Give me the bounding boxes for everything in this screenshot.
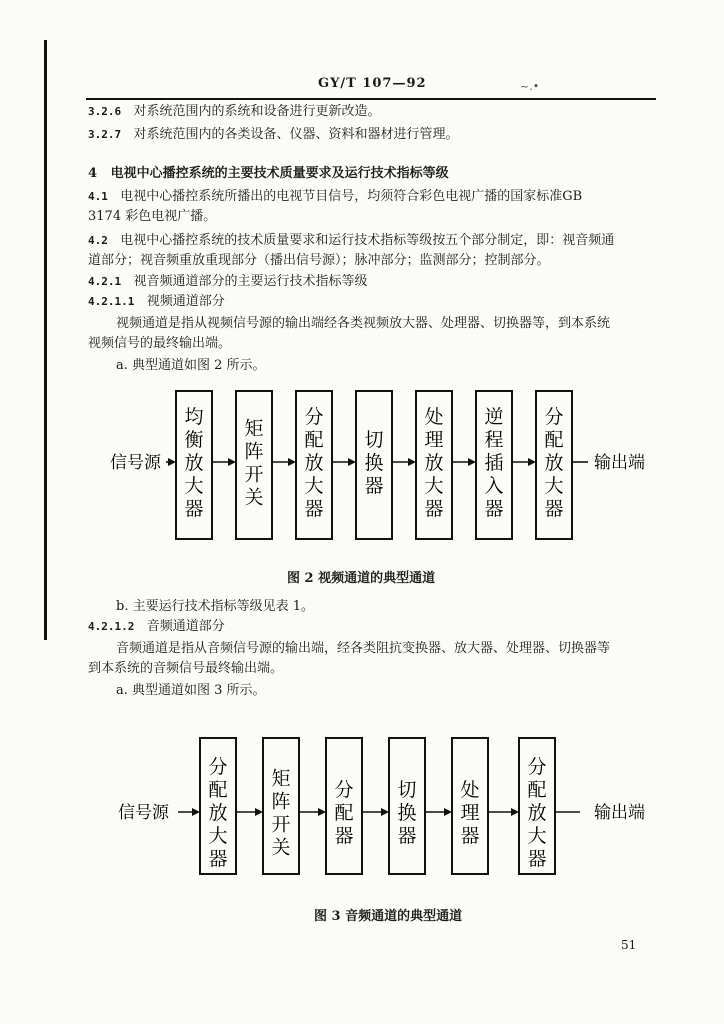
block-char: 分	[334, 779, 354, 801]
block-char: 切	[364, 429, 384, 451]
audio-para-line1: 音频通道是指从音频信号源的输出端，经各类阻抗变换器、放大器、处理器、切换器等	[116, 641, 611, 656]
arrow-head	[444, 808, 452, 816]
clause-number: 4.2.1	[88, 275, 122, 288]
audio-item-a: a. 典型通道如图 3 所示。	[116, 683, 266, 698]
standard-code-header: GY/T 107—92	[318, 76, 427, 91]
block-char: 器	[208, 848, 228, 870]
block-char: 理	[424, 429, 444, 451]
block-char: 均	[184, 406, 204, 428]
clause-text: 电视中心播控系统所播出的电视节目信号，均须符合彩色电视广播的国家标准GB	[120, 189, 583, 204]
block-char: 分	[527, 756, 547, 778]
block-char: 器	[460, 825, 480, 847]
block-char: 器	[397, 825, 417, 847]
video-item-b: b. 主要运行技术指标等级见表 1。	[116, 599, 314, 614]
section-title: 电视中心播控系统的主要技术质量要求及运行技术指标等级	[110, 166, 449, 181]
block-char: 配	[527, 779, 547, 801]
block-box-1	[200, 738, 236, 874]
clause-number: 3.2.7	[88, 128, 122, 141]
block-char: 大	[304, 475, 324, 497]
clause-number: 4.1	[88, 190, 108, 203]
signal-source-label: 信号源	[118, 803, 169, 823]
block-char: 衡	[184, 429, 204, 451]
page-number: 51	[621, 938, 637, 952]
figure-3-caption: 图 3 音频通道的典型通道	[314, 909, 463, 924]
output-label: 输出端	[594, 803, 645, 823]
block-char: 开	[271, 813, 291, 836]
scan-mark: ~.•	[520, 80, 540, 93]
block-char: 分	[208, 756, 228, 778]
block-char: 矩	[271, 767, 291, 790]
block-char: 放	[208, 802, 228, 824]
block-char: 阵	[244, 440, 264, 463]
block-char: 大	[184, 475, 204, 497]
block-char: 放	[544, 452, 564, 474]
block-char: 器	[544, 498, 564, 520]
block-char: 配	[208, 779, 228, 801]
clause-number: 4.2.1.1	[88, 295, 135, 308]
block-char: 处	[460, 779, 480, 801]
arrow-head	[318, 808, 326, 816]
block-char: 器	[334, 825, 354, 847]
clause-number: 4.2	[88, 234, 108, 247]
block-box-3	[326, 738, 362, 874]
block-char: 换	[364, 452, 384, 474]
block-box-4	[389, 738, 425, 874]
block-char: 理	[460, 802, 480, 824]
block-char: 入	[484, 475, 504, 497]
block-char: 矩	[244, 417, 264, 440]
block-char: 放	[527, 802, 547, 824]
block-char: 器	[364, 475, 384, 497]
block-char: 关	[271, 836, 291, 859]
clause-4-1-line2: 3174 彩色电视广播。	[88, 209, 217, 224]
block-char: 器	[484, 498, 504, 520]
output-label: 输出端	[594, 453, 645, 473]
arrow-head	[255, 808, 263, 816]
block-char: 开	[244, 463, 264, 486]
block-char: 器	[184, 498, 204, 520]
block-char: 大	[527, 825, 547, 847]
block-char: 配	[304, 429, 324, 451]
clause-text: 对系统范围内的系统和设备进行更新改造。	[133, 104, 381, 119]
block-char: 关	[244, 486, 264, 509]
figure-2-caption: 图 2 视频通道的典型通道	[287, 571, 436, 586]
block-char: 阵	[271, 790, 291, 813]
block-char: 换	[397, 802, 417, 824]
clause-number: 4.2.1.2	[88, 620, 135, 633]
audio-para-line2: 到本系统的音频信号最终输出端。	[88, 661, 284, 676]
block-char: 处	[424, 406, 444, 428]
video-para-line1: 视频通道是指从视频信号源的输出端经各类视频放大器、处理器、切换器等，到本系统	[116, 316, 611, 331]
section-number: 4	[88, 166, 98, 181]
block-char: 分	[544, 406, 564, 428]
block-box-2	[263, 738, 299, 874]
clause-title: 视频通道部分	[146, 294, 225, 309]
block-char: 大	[208, 825, 228, 847]
clause-4-2-line2: 道部分；视音频重放重现部分（播出信号源）；脉冲部分；监测部分；控制部分。	[88, 253, 550, 268]
arrow-head	[381, 808, 389, 816]
arrow-head	[192, 808, 200, 816]
block-char: 器	[424, 498, 444, 520]
block-char: 逆	[484, 406, 504, 428]
block-box-6	[519, 738, 555, 874]
block-char: 程	[484, 429, 504, 451]
block-char: 大	[424, 475, 444, 497]
clause-text: 电视中心播控系统的技术质量要求和运行技术指标等级按五个部分制定，即：视音频通	[120, 233, 615, 248]
arrow-head	[511, 808, 519, 816]
block-char: 大	[544, 475, 564, 497]
clause-number: 3.2.6	[88, 105, 122, 118]
video-para-line2: 视频信号的最终输出端。	[88, 336, 232, 351]
block-box-5	[452, 738, 488, 874]
block-char: 放	[424, 452, 444, 474]
block-char: 切	[397, 779, 417, 801]
signal-source-label: 信号源	[110, 453, 161, 473]
block-char: 配	[544, 429, 564, 451]
block-char: 器	[304, 498, 324, 520]
block-char: 插	[484, 452, 504, 474]
block-char: 器	[527, 848, 547, 870]
block-char: 放	[184, 452, 204, 474]
clause-text: 对系统范围内的各类设备、仪器、资料和器材进行管理。	[133, 127, 459, 142]
clause-title: 音频通道部分	[146, 619, 225, 634]
clause-text: 视音频通道部分的主要运行技术指标等级	[133, 274, 368, 289]
block-char: 分	[304, 406, 324, 428]
block-char: 配	[334, 802, 354, 824]
block-char: 放	[304, 452, 324, 474]
video-item-a: a. 典型通道如图 2 所示。	[116, 358, 266, 373]
